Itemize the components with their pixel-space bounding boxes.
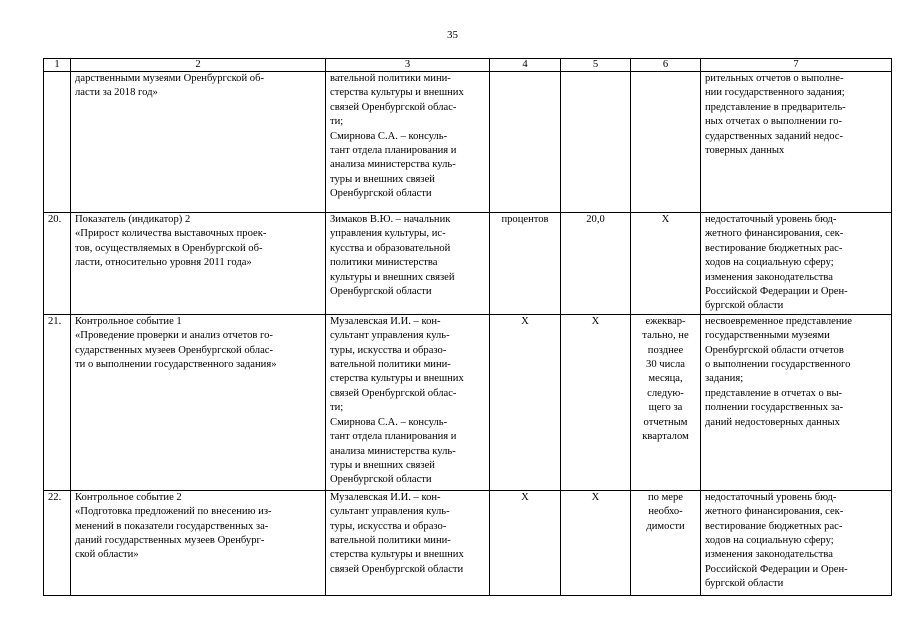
measure-name-cell — [71, 314, 326, 490]
unit-cell — [490, 72, 561, 213]
unit-cell — [490, 490, 561, 595]
measure-name: дарственными музеями Оренбургской об- ласти за 2018 год» — [75, 73, 265, 99]
row-number: 20. — [44, 213, 71, 315]
table-row — [44, 213, 892, 315]
responsible-cell — [326, 72, 490, 213]
deadline: ежеквар- тально, не позднее 30 числа месяца, следую- щего за отчетным кварталом — [642, 315, 689, 443]
measure-name: Контрольное событие 2 «Подготовка предложений по внесению из- менений в показатели государственных за- даний государственных музеев Оренбург- ской области» — [75, 491, 272, 561]
table-row — [44, 490, 892, 595]
unit: X — [521, 315, 529, 327]
unit-cell — [490, 213, 561, 315]
deadline-cell — [631, 72, 701, 213]
responsible-cell — [326, 314, 490, 490]
responsible: Музалевская И.И. – кон- сультант управления куль- туры, искусства и образо- вательной политики мини- стерства культуры и внешних связей Оренбургской облас- ти; Смирнова С.А. – консуль- тант отдела планирования и анализа министерства куль- туры и внешних связей Оренбургской области — [330, 315, 464, 486]
deadline: X — [661, 214, 670, 225]
measure-name-cell — [71, 490, 326, 595]
value: X — [591, 491, 600, 503]
row-number: 21. — [44, 314, 71, 490]
responsible: Музалевская И.И. – кон- сультант управления куль- туры, искусства и образо- вательной политики мини- стерства культуры и внешних связей Оренбургской области — [330, 491, 464, 575]
risks: рительных отчетов о выполне- нии государственного задания; представление в предваритель- ных отчетах о выполнении го- сударственных заданий недос- товерных данных — [705, 73, 846, 157]
risks: несвоевременное представление государственными музеями Оренбургской области отчетов о выполнении государственного задания; представление в отчетах о вы- полнении государственных за- даний недостоверных данных — [705, 315, 852, 428]
deadline-cell — [631, 213, 701, 315]
risks-cell — [701, 314, 892, 490]
responsible: Зимаков В.Ю. – начальник управления культуры, ис- кусства и образовательной политики министерства культуры и внешних связей Оренбургской области — [330, 214, 455, 298]
value-cell — [561, 314, 631, 490]
unit-cell — [490, 314, 561, 490]
risks: недостаточный уровень бюд- жетного финансирования, сек- вестирование бюджетных рас- ходов на социальную сферу; изменения законодательства Российской Федерации и Орен- бургской области — [705, 491, 848, 590]
page-number: 35 — [447, 29, 458, 41]
measure-name: Показатель (индикатор) 2 «Прирост количества выставочных проек- тов, осуществляемых в Оренбургской об- ласти, относительно уровня 2011 года» — [75, 214, 267, 269]
table-row — [44, 72, 892, 213]
value: X — [591, 315, 600, 327]
measure-name-cell — [71, 72, 326, 213]
header-cell: 4 — [490, 59, 561, 72]
deadline-cell — [631, 490, 701, 595]
header-cell: 2 — [71, 59, 326, 72]
header-cell: 6 — [631, 59, 701, 72]
responsible: вательной политики мини- стерства культуры и внешних связей Оренбургской облас- ти; Смирнова С.А. – консуль- тант отдела планирования и анализа министерства куль- туры и внешних связей Оренбургской области — [330, 73, 464, 200]
risks: недостаточный уровень бюд- жетного финансирования, сек- вестирование бюджетных рас- ходов на социальную сферу; изменения законодательства Российской Федерации и Орен- бургской области — [705, 214, 848, 312]
header-cell: 1 — [44, 59, 71, 72]
deadline-cell — [631, 314, 701, 490]
row-number: 22. — [44, 490, 71, 595]
table-row — [44, 314, 892, 490]
row-number — [44, 72, 71, 213]
risks-cell — [701, 72, 892, 213]
deadline: по мере необхо- димости — [646, 491, 685, 532]
header-cell: 3 — [326, 59, 490, 72]
risks-cell — [701, 490, 892, 595]
value-cell — [561, 213, 631, 315]
value: 20,0 — [586, 214, 605, 225]
measure-name-cell — [71, 213, 326, 315]
header-cell: 7 — [701, 59, 892, 72]
measures-table — [43, 58, 892, 596]
header-row — [44, 59, 892, 72]
unit: процентов — [501, 214, 549, 225]
risks-cell — [701, 213, 892, 315]
header-cell: 5 — [561, 59, 631, 72]
value-cell — [561, 72, 631, 213]
measure-name: Контрольное событие 1 «Проведение проверки и анализ отчетов го- сударственных музеев Оренбургской облас- ти о выполнении государственного задания» — [75, 315, 277, 371]
responsible-cell — [326, 213, 490, 315]
unit: X — [521, 491, 529, 503]
value-cell — [561, 490, 631, 595]
responsible-cell — [326, 490, 490, 595]
